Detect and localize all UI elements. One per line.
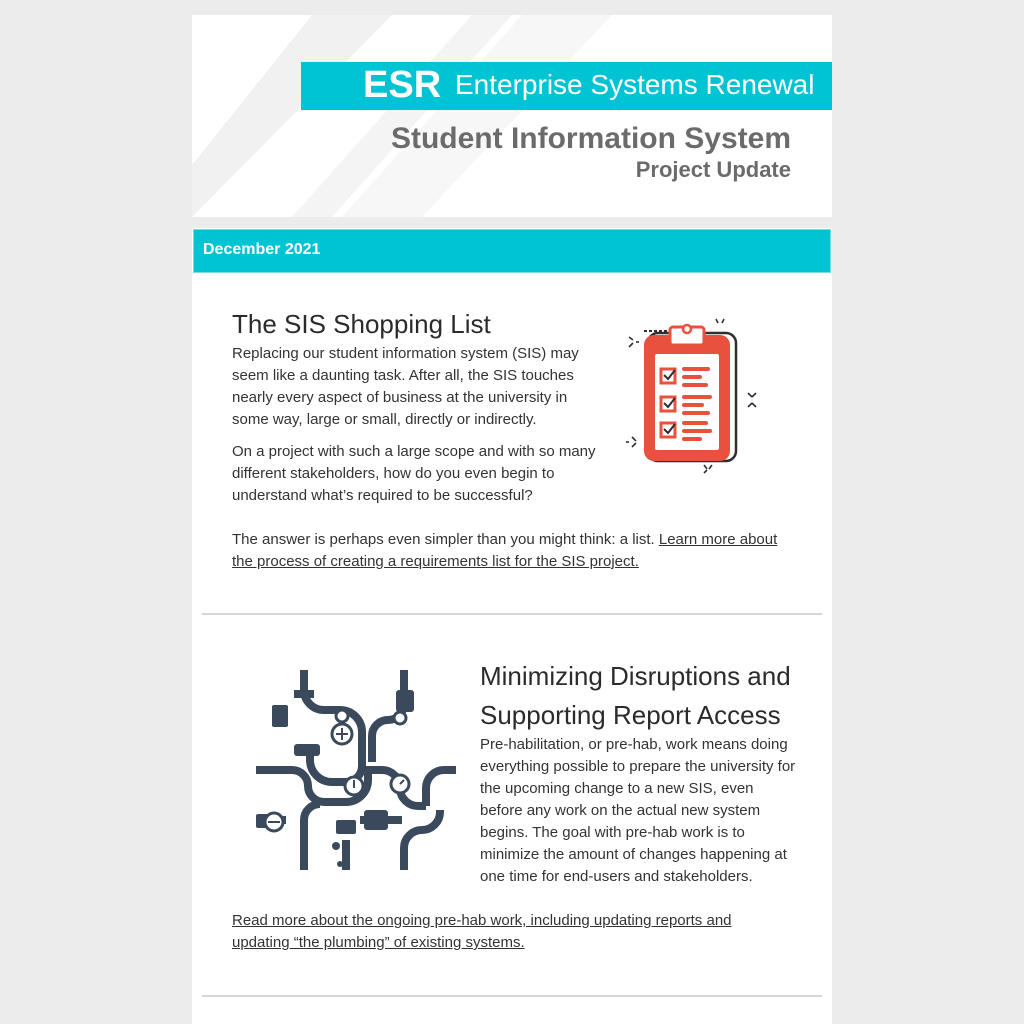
newsletter-page [192,15,832,1024]
prehab-work-link[interactable]: Read more about the ongoing pre-hab work, including updating reports and updating “the plumbing” of existing systems. [232,912,732,951]
page-title: Student Information System [390,122,791,155]
section-divider [202,995,822,997]
clipboard-checklist-icon [624,315,759,475]
article-title-line: Minimizing Disruptions and [480,661,791,691]
page-subtitle: Project Update [635,157,791,182]
issue-date-bar [193,229,831,273]
esr-full-name: Enterprise Systems Renewal [455,69,815,100]
plumbing-pipes-icon [256,670,456,870]
header-banner [192,15,832,217]
article-title-line: Supporting Report Access [480,700,781,730]
banner-background-shapes [192,15,832,217]
banner-divider [192,217,832,228]
closing-text: The answer is perhaps even simpler than you might think: a list. [232,531,659,548]
article-link-paragraph [232,910,792,954]
issue-date: December 2021 [203,241,321,258]
requirements-list-link[interactable]: Learn more about the process of creating a requirements list for the SIS project. [232,531,778,570]
article-title: The SIS Shopping List [232,309,491,339]
article-paragraph: Replacing our student information system (SIS) may seem like a daunting task. After all, the SIS touches nearly every aspect of business at the university in some way, large or small, directly or indirectly. [232,345,579,428]
article-closing-paragraph [232,529,797,573]
esr-logo-text: ESR [363,64,442,106]
section-divider [202,613,822,615]
article-paragraph: On a project with such a large scope and with so many different stakeholders, how do you even begin to understand what’s required to be successful? [232,443,596,504]
article-paragraph: Pre-habilitation, or pre-hab, work means doing everything possible to prepare the university for the upcoming change to a new SIS, even before any work on the actual new system begins. The goal with pre-hab work is to minimize the amount of changes happening at one time for end-users and stakeholders. [480,736,796,885]
